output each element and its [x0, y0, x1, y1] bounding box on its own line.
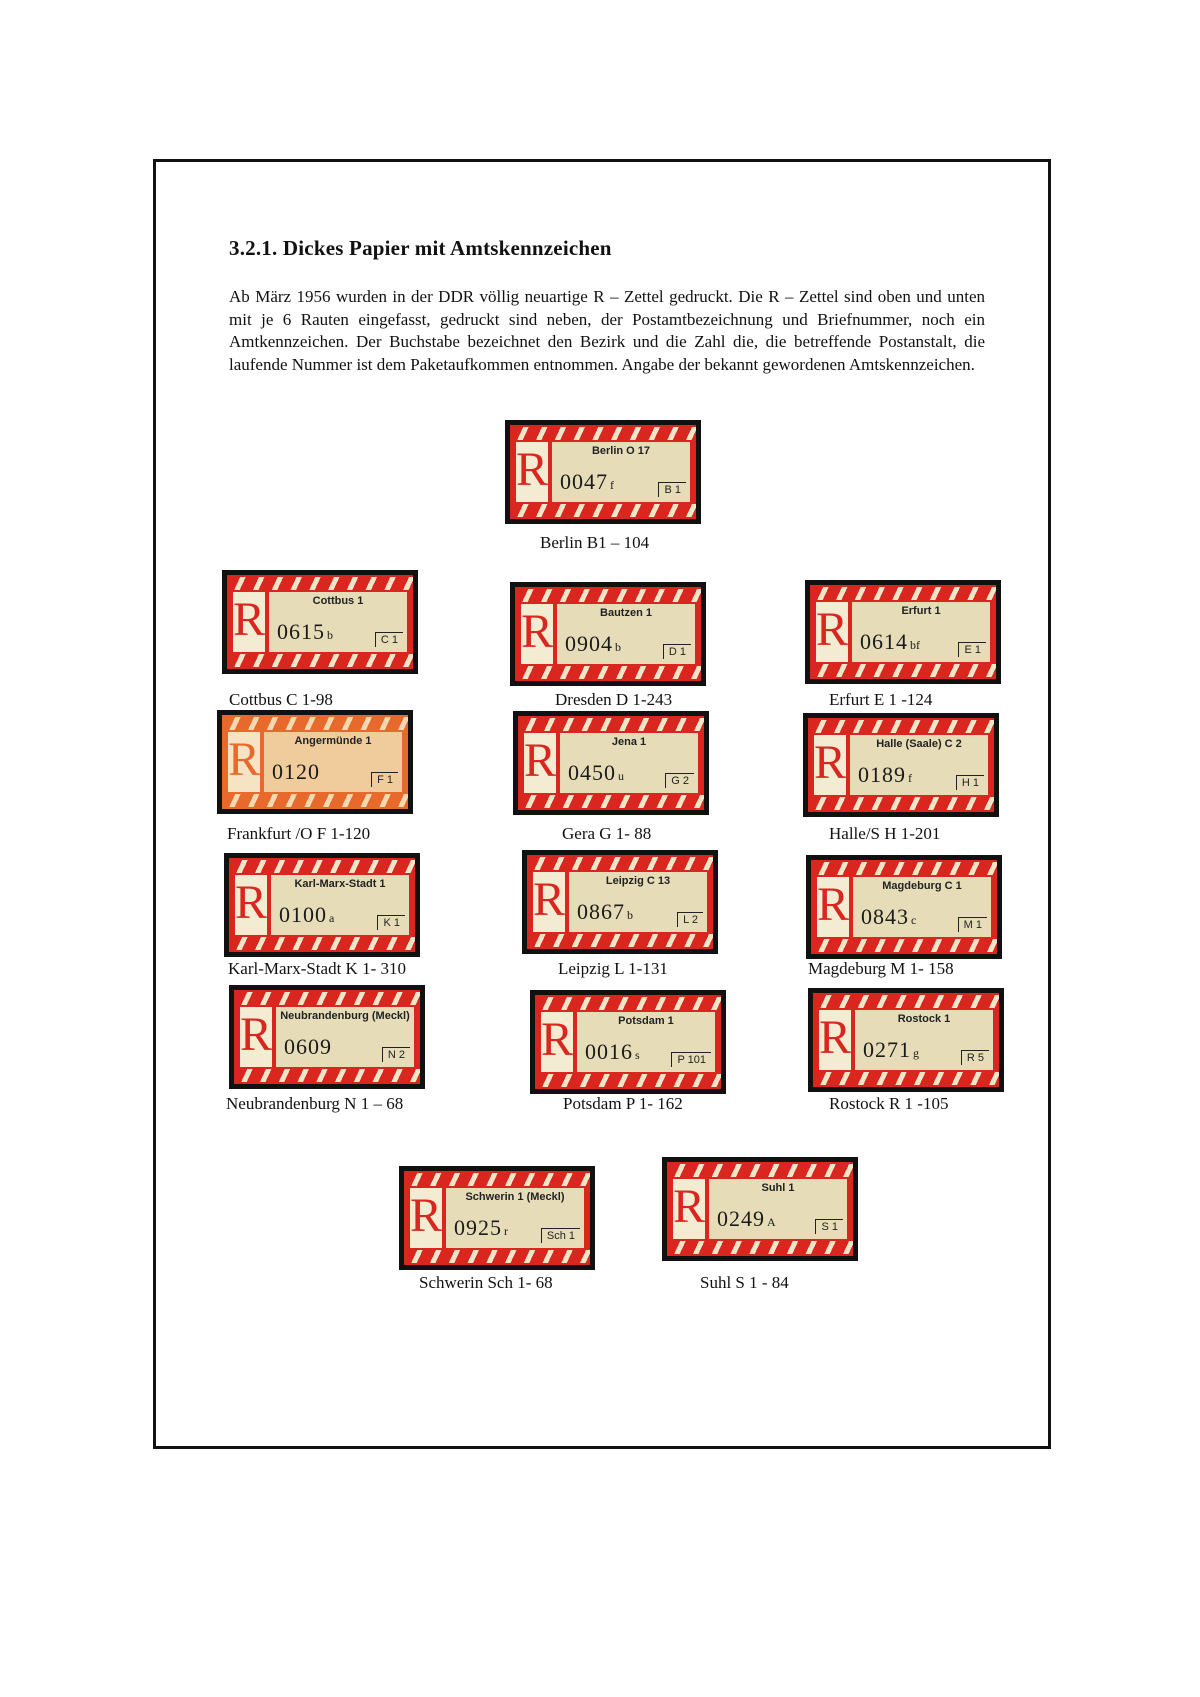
- label-stripes-top: [813, 995, 999, 1008]
- label-r-mark: R: [233, 592, 265, 652]
- label-office-code: B 1: [658, 482, 686, 497]
- label-office: Schwerin 1 (Meckl): [465, 1191, 565, 1203]
- registration-label: [217, 710, 413, 814]
- label-stripes-bottom: [535, 1074, 721, 1087]
- label-caption: Dresden D 1-243: [555, 690, 673, 709]
- registration-label: [229, 985, 425, 1089]
- label-number-digits: 0609: [284, 1034, 332, 1059]
- label-r-mark: R: [516, 442, 548, 502]
- label-office: Bautzen 1: [600, 607, 652, 619]
- label-number-suffix: b: [615, 640, 621, 654]
- label-number-digits: 0904: [565, 631, 613, 656]
- label-number: [577, 900, 633, 927]
- label-number-suffix: r: [504, 1224, 508, 1238]
- registration-label: [513, 711, 709, 815]
- label-number: [284, 1035, 334, 1062]
- label-panel: [560, 733, 698, 793]
- label-panel: [850, 735, 988, 795]
- label-stripes-bottom: [234, 1069, 420, 1082]
- label-stripes-bottom: [404, 1250, 590, 1263]
- label-office-code: H 1: [956, 775, 984, 790]
- label-caption: Halle/S H 1-201: [829, 824, 941, 843]
- registration-label: [510, 582, 706, 686]
- label-number-digits: 0120: [272, 759, 320, 784]
- label-face: [535, 995, 721, 1089]
- label-office: Neubrandenburg (Meckl): [280, 1010, 410, 1022]
- label-office-code: F 1: [371, 772, 398, 787]
- label-number: [585, 1040, 640, 1067]
- label-number: [861, 905, 916, 932]
- label-stripes-top: [227, 577, 413, 590]
- label-number-digits: 0249: [717, 1206, 765, 1231]
- label-panel: [269, 592, 407, 652]
- label-face: [222, 715, 408, 809]
- label-panel: [264, 732, 402, 792]
- label-r-mark: R: [673, 1179, 705, 1239]
- label-caption: Leipzig L 1-131: [558, 959, 668, 978]
- label-stripes-bottom: [222, 794, 408, 807]
- label-face: [810, 585, 996, 679]
- label-number-suffix: f: [610, 478, 614, 492]
- label-office: Berlin O 17: [591, 445, 651, 457]
- intro-paragraph: Ab März 1956 wurden in der DDR völlig neuartige R – Zettel gedruckt. Die R – Zettel sind oben und unten mit je 6 Rauten eingefasst, gedruckt sind neben, der Postamtbezeichnung und Briefnummer, noch ein Amtkennzeichen. Der Buchstabe bezeichnet den Bezirk und die Zahl die, die betreffende Postanstalt, die laufende Nummer ist dem Paketaufkommen entnommen. Angabe der bekannt gewordenen Amtskennzeichen.: [229, 287, 985, 374]
- label-number-suffix: b: [327, 628, 333, 642]
- label-number-suffix: u: [618, 769, 624, 783]
- label-face: [518, 716, 704, 810]
- label-panel: [271, 875, 409, 935]
- label-stripes-bottom: [510, 504, 696, 517]
- label-number: [560, 470, 614, 497]
- label-office: Cottbus 1: [312, 595, 364, 607]
- label-stripes-bottom: [810, 664, 996, 677]
- label-number: [454, 1216, 508, 1243]
- label-r-mark: R: [819, 1010, 851, 1070]
- label-panel: [852, 602, 990, 662]
- label-panel: [557, 604, 695, 664]
- label-face: [234, 990, 420, 1084]
- label-stripes-bottom: [527, 934, 713, 947]
- label-stripes-bottom: [229, 937, 415, 950]
- label-stripes-bottom: [813, 1072, 999, 1085]
- label-number-suffix: bf: [910, 638, 920, 652]
- registration-label: [803, 713, 999, 817]
- label-office-code: Sch 1: [541, 1228, 580, 1243]
- label-face: [813, 993, 999, 1087]
- label-stripes-bottom: [667, 1241, 853, 1254]
- label-caption: Berlin B1 – 104: [540, 533, 650, 552]
- label-stripes-bottom: [515, 666, 701, 679]
- label-office: Potsdam 1: [618, 1015, 674, 1027]
- label-caption: Karl-Marx-Stadt K 1- 310: [228, 959, 406, 978]
- label-caption: Schwerin Sch 1- 68: [419, 1273, 553, 1292]
- label-panel: [855, 1010, 993, 1070]
- label-r-mark: R: [524, 733, 556, 793]
- label-number-digits: 0271: [863, 1037, 911, 1062]
- label-stripes-bottom: [811, 939, 997, 952]
- label-r-mark: R: [240, 1007, 272, 1067]
- label-number-digits: 0614: [860, 629, 908, 654]
- label-stripes-top: [811, 862, 997, 875]
- label-number-suffix: A: [767, 1215, 776, 1229]
- label-number-suffix: f: [908, 771, 912, 785]
- label-panel: [709, 1179, 847, 1239]
- label-caption: Frankfurt /O F 1-120: [227, 824, 371, 843]
- label-office-code: R 5: [961, 1050, 989, 1065]
- label-caption: Rostock R 1 -105: [829, 1094, 949, 1113]
- label-panel: [552, 442, 690, 502]
- label-number-digits: 0100: [279, 902, 327, 927]
- label-number-digits: 0843: [861, 904, 909, 929]
- label-stripes-top: [810, 587, 996, 600]
- label-stripes-top: [527, 857, 713, 870]
- label-stripes-top: [518, 718, 704, 731]
- label-r-mark: R: [541, 1012, 573, 1072]
- label-r-mark: R: [228, 732, 260, 792]
- registration-label: [505, 420, 701, 524]
- label-stripes-top: [667, 1164, 853, 1177]
- label-face: [811, 860, 997, 954]
- registration-label: [522, 850, 718, 954]
- label-office-code: L 2: [677, 912, 703, 927]
- label-face: [404, 1171, 590, 1265]
- registration-label: [808, 988, 1004, 1092]
- label-panel: [577, 1012, 715, 1072]
- label-office: Leipzig C 13: [605, 875, 671, 887]
- label-caption: Gera G 1- 88: [562, 824, 652, 843]
- label-caption: Suhl S 1 - 84: [700, 1273, 789, 1292]
- label-office: Erfurt 1: [901, 605, 941, 617]
- registration-label: [805, 580, 1001, 684]
- label-office: Magdeburg C 1: [882, 880, 962, 892]
- label-stripes-top: [510, 427, 696, 440]
- label-face: [229, 858, 415, 952]
- label-number-digits: 0016: [585, 1039, 633, 1064]
- label-office-code: N 2: [382, 1047, 410, 1062]
- label-office-code: K 1: [377, 915, 405, 930]
- label-office-code: M 1: [958, 917, 987, 932]
- label-r-mark: R: [521, 604, 553, 664]
- label-stripes-top: [515, 589, 701, 602]
- label-number: [717, 1207, 776, 1234]
- label-office-code: S 1: [815, 1219, 843, 1234]
- label-panel: [276, 1007, 414, 1067]
- label-office: Rostock 1: [897, 1013, 951, 1025]
- label-stripes-top: [222, 717, 408, 730]
- label-stripes-bottom: [808, 797, 994, 810]
- label-number: [863, 1038, 919, 1065]
- label-number: [277, 620, 333, 647]
- label-caption: Potsdam P 1- 162: [563, 1094, 683, 1113]
- label-office: Halle (Saale) C 2: [876, 738, 962, 750]
- label-caption: Erfurt E 1 -124: [829, 690, 933, 709]
- registration-label: [222, 570, 418, 674]
- label-number: [860, 630, 920, 657]
- label-number-digits: 0189: [858, 762, 906, 787]
- registration-label: [662, 1157, 858, 1261]
- label-caption: Cottbus C 1-98: [229, 690, 333, 709]
- label-r-mark: R: [816, 602, 848, 662]
- label-number: [272, 760, 322, 787]
- label-r-mark: R: [235, 875, 267, 935]
- registration-label: [224, 853, 420, 957]
- label-number: [568, 761, 624, 788]
- section-heading: 3.2.1. Dickes Papier mit Amtskennzeichen: [229, 236, 612, 260]
- label-number-digits: 0925: [454, 1215, 502, 1240]
- label-face: [515, 587, 701, 681]
- label-office-code: D 1: [663, 644, 691, 659]
- label-office-code: C 1: [375, 632, 403, 647]
- label-number-suffix: c: [911, 913, 917, 927]
- label-caption: Magdeburg M 1- 158: [808, 959, 954, 978]
- label-office: Jena 1: [611, 736, 647, 748]
- label-panel: [446, 1188, 584, 1248]
- label-r-mark: R: [817, 877, 849, 937]
- label-face: [527, 855, 713, 949]
- label-office-code: P 101: [671, 1052, 711, 1067]
- label-number: [565, 632, 621, 659]
- label-face: [510, 425, 696, 519]
- label-r-mark: R: [814, 735, 846, 795]
- label-number: [279, 903, 334, 930]
- label-office-code: G 2: [665, 773, 694, 788]
- label-stripes-bottom: [518, 795, 704, 808]
- label-number-digits: 0450: [568, 760, 616, 785]
- label-number-suffix: s: [635, 1048, 640, 1062]
- label-office: Karl-Marx-Stadt 1: [294, 878, 386, 890]
- registration-label: [806, 855, 1002, 959]
- label-face: [667, 1162, 853, 1256]
- label-stripes-top: [535, 997, 721, 1010]
- label-r-mark: R: [410, 1188, 442, 1248]
- label-stripes-top: [808, 720, 994, 733]
- label-caption: Neubrandenburg N 1 – 68: [226, 1094, 404, 1113]
- label-number-suffix: g: [913, 1046, 919, 1060]
- label-number-digits: 0867: [577, 899, 625, 924]
- label-stripes-bottom: [227, 654, 413, 667]
- label-stripes-top: [229, 860, 415, 873]
- label-stripes-top: [404, 1173, 590, 1186]
- label-number-suffix: b: [627, 908, 633, 922]
- label-face: [808, 718, 994, 812]
- label-office-code: E 1: [958, 642, 986, 657]
- label-office: Angermünde 1: [294, 735, 372, 747]
- label-office: Suhl 1: [761, 1182, 795, 1194]
- label-panel: [569, 872, 707, 932]
- label-panel: [853, 877, 991, 937]
- label-number-digits: 0615: [277, 619, 325, 644]
- label-face: [227, 575, 413, 669]
- label-stripes-top: [234, 992, 420, 1005]
- registration-label: [399, 1166, 595, 1270]
- label-number-digits: 0047: [560, 469, 608, 494]
- label-r-mark: R: [533, 872, 565, 932]
- registration-label: [530, 990, 726, 1094]
- label-number: [858, 763, 912, 790]
- label-number-suffix: a: [329, 911, 335, 925]
